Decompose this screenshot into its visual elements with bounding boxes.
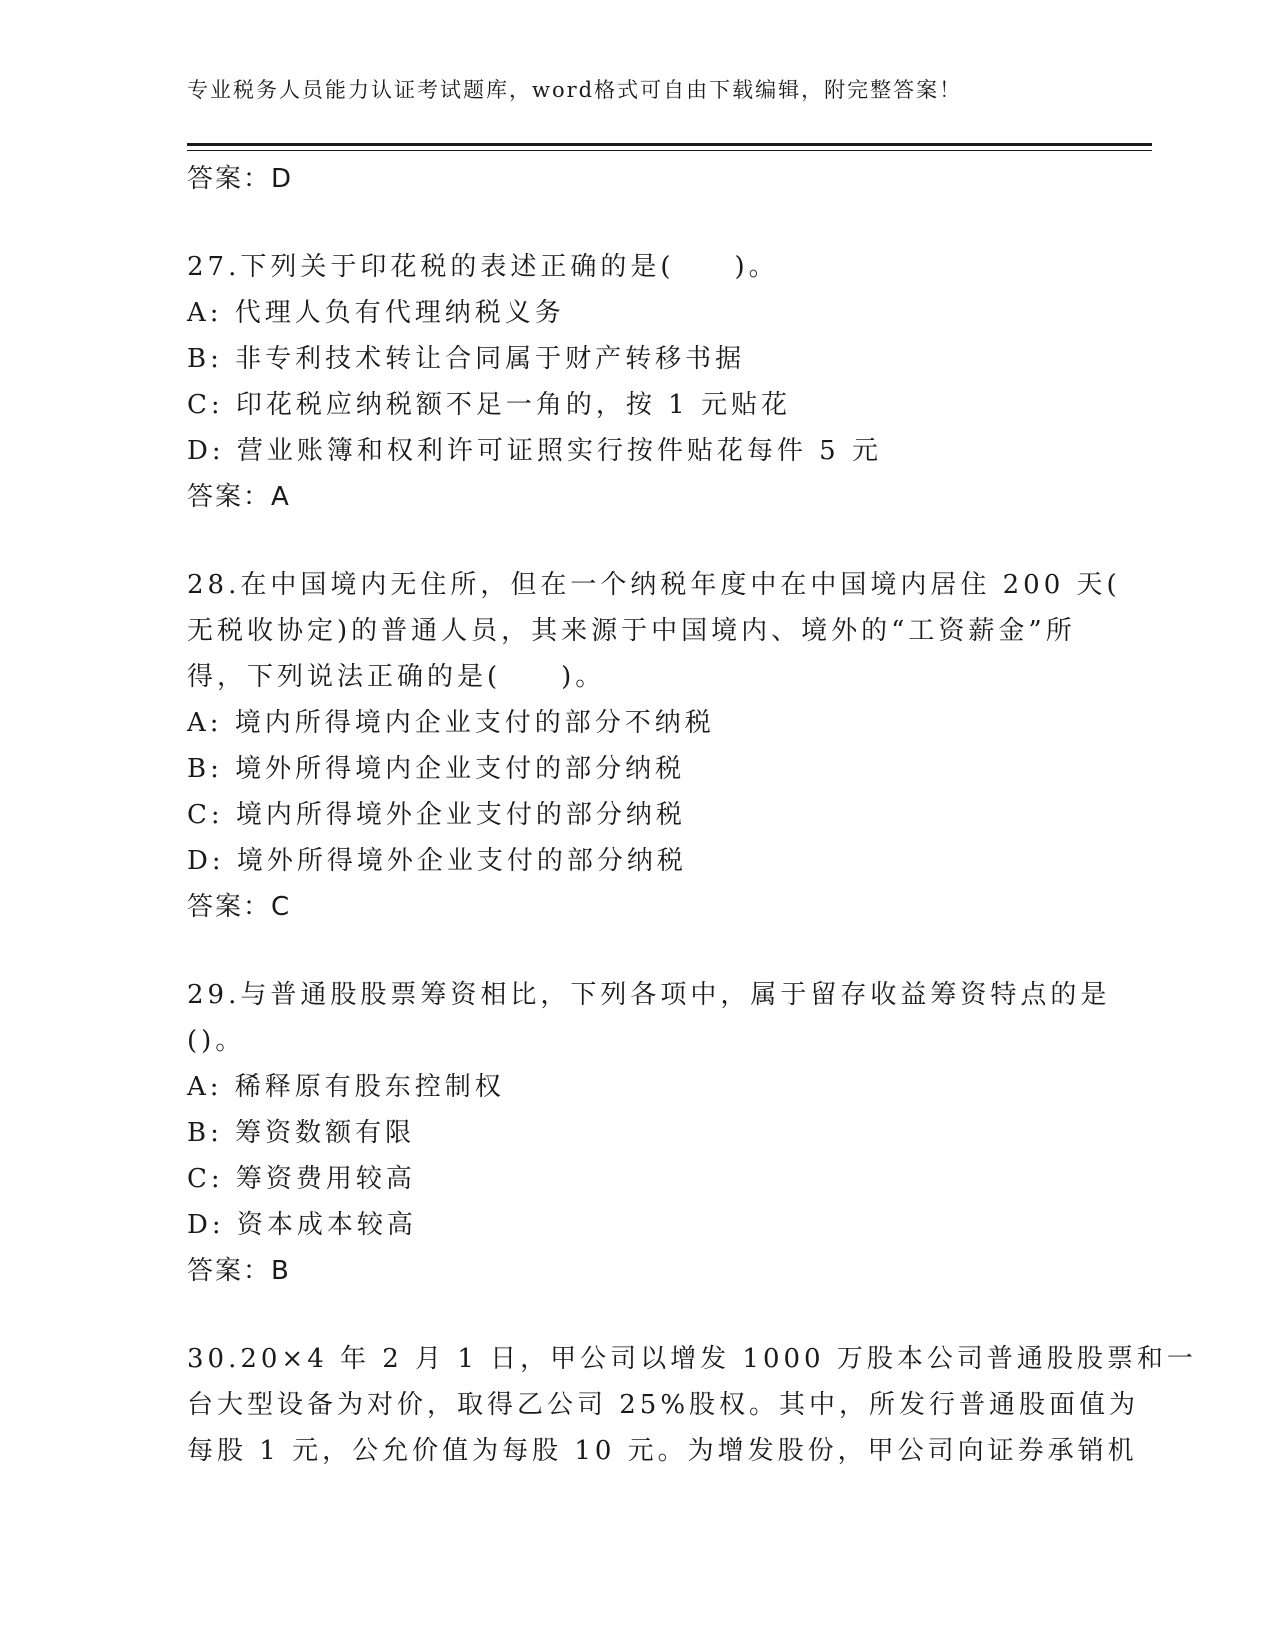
answer: 答案：A	[187, 482, 291, 512]
option-b: B: 境外所得境内企业支付的部分纳税	[187, 754, 686, 784]
header-rule-thin	[187, 150, 1152, 151]
question-stem: 无税收协定)的普通人员，其来源于中国境内、境外的“工资薪金”所	[187, 616, 1076, 646]
option-c: C: 筹资费用较高	[187, 1164, 416, 1194]
question-stem: 台大型设备为对价，取得乙公司 25%股权。其中，所发行普通股面值为	[187, 1390, 1140, 1420]
question-27	[187, 244, 1087, 520]
spacer	[187, 930, 1087, 972]
option-c: C: 境内所得境外企业支付的部分纳税	[187, 800, 686, 830]
answer: 答案：B	[187, 1256, 291, 1286]
option-c: C: 印花税应纳税额不足一角的，按 1 元贴花	[187, 390, 791, 420]
option-d: D: 营业账簿和权利许可证照实行按件贴花每件 5 元	[187, 436, 882, 466]
page-header: 专业税务人员能力认证考试题库，word格式可自由下载编辑，附完整答案！	[187, 78, 963, 102]
question-stem: 28.在中国境内无住所，但在一个纳税年度中在中国境内居住 200 天(	[187, 570, 1121, 600]
option-a: A: 稀释原有股东控制权	[187, 1072, 505, 1102]
question-stem: ()。	[187, 1026, 246, 1056]
header-rule-thick	[187, 143, 1152, 146]
option-a: A: 境内所得境内企业支付的部分不纳税	[187, 708, 715, 738]
option-a: A: 代理人负有代理纳税义务	[187, 298, 565, 328]
spacer	[187, 202, 1087, 244]
question-28	[187, 562, 1121, 930]
option-b: B: 筹资数额有限	[187, 1118, 416, 1148]
question-30	[187, 1336, 1197, 1474]
question-stem: 每股 1 元，公允价值为每股 10 元。为增发股份，甲公司向证券承销机	[187, 1436, 1138, 1466]
option-b: B: 非专利技术转让合同属于财产转移书据	[187, 344, 746, 374]
spacer	[187, 1294, 1087, 1336]
answer: 答案：C	[187, 892, 292, 922]
option-d: D: 资本成本较高	[187, 1210, 417, 1240]
question-stem: 30.20×4 年 2 月 1 日，甲公司以增发 1000 万股本公司普通股股票和一	[187, 1344, 1197, 1374]
question-29	[187, 972, 1111, 1294]
question-list	[187, 156, 1197, 1474]
spacer	[187, 520, 1087, 562]
question-stem: 27.下列关于印花税的表述正确的是( )。	[187, 252, 779, 282]
question-stem: 得，下列说法正确的是( )。	[187, 662, 606, 692]
prev-answer: 答案：D	[187, 164, 294, 194]
option-d: D: 境外所得境外企业支付的部分纳税	[187, 846, 687, 876]
question-stem: 29.与普通股股票筹资相比，下列各项中，属于留存收益筹资特点的是	[187, 980, 1111, 1010]
